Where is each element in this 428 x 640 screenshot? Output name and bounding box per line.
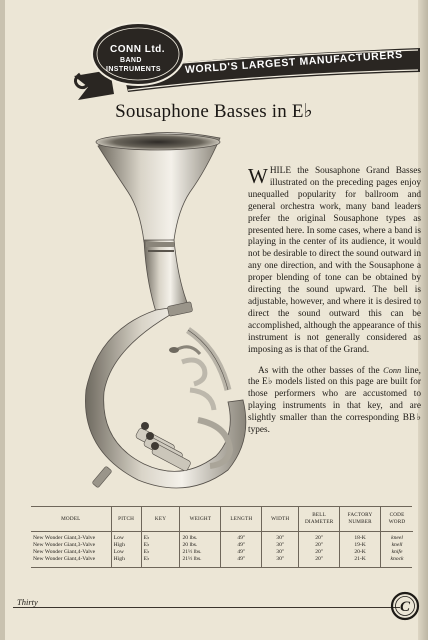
cell-factory-number: 20-K bbox=[340, 549, 381, 556]
sousaphone-illustration bbox=[78, 130, 273, 510]
cell-pitch: High bbox=[111, 556, 141, 567]
page-title: Sousaphone Basses in E♭ bbox=[115, 101, 313, 122]
cell-length: 49" bbox=[221, 532, 262, 543]
paragraph-1-text: HILE the Sousaphone Grand Basses illustrated on the preceding pages enjoy unequalled popularity for ballroom and general orchestra work, many band leaders prefer the original Sousaphone types as presented here. In some cases, where a band is playing in the center of its audience, it would not be desirable to direct the sound outward in any one direction, and with the Sousaphone a proper blending of tone can be obtained by directing the sound upward. The bell is adjustable, however, and where it is desired to direct the sound outward this can be accomplished, although the appearance of this instrument is not generally considered as imposing as is that of the Grand. bbox=[248, 166, 421, 355]
cell-length: 49" bbox=[221, 542, 262, 549]
cell-bell-diameter: 20" bbox=[299, 532, 340, 543]
logo-letter: C bbox=[399, 599, 411, 615]
paragraph-2-rest: line, the E♭ models listed on this page are built for those performers who are accustomed to playing instruments in that key, and are slightly smaller than the corresponding BB♭ types. bbox=[248, 365, 421, 436]
cell-bell-diameter: 20" bbox=[299, 542, 340, 549]
cell-code-word: kneel bbox=[381, 532, 413, 543]
cell-pitch: Low bbox=[111, 532, 141, 543]
cell-bell-diameter: 20" bbox=[299, 556, 340, 567]
col-header-width: WIDTH bbox=[262, 506, 299, 532]
cell-length: 49" bbox=[221, 549, 262, 556]
cell-code-word: knife bbox=[381, 549, 413, 556]
cell-length: 49" bbox=[221, 556, 262, 567]
col-header-factory-number: FACTORY NUMBER bbox=[340, 506, 381, 532]
conn-brand-script: Conn bbox=[383, 365, 402, 375]
cell-code-word: knock bbox=[381, 556, 413, 567]
page-left-edge bbox=[0, 0, 5, 640]
cell-key: E♭ bbox=[141, 556, 180, 567]
paragraph-1 bbox=[248, 166, 421, 357]
table-row bbox=[31, 556, 413, 567]
description-text bbox=[248, 166, 421, 437]
cell-factory-number: 21-K bbox=[340, 556, 381, 567]
table-header-row bbox=[31, 506, 413, 532]
table-row bbox=[31, 549, 413, 556]
banner-tagline: WORLD'S LARGEST MANUFACTURERS bbox=[184, 48, 404, 76]
col-header-key: KEY bbox=[141, 506, 180, 532]
col-header-length: LENGTH bbox=[221, 506, 262, 532]
cell-model: New Wonder Giant,4-Valve bbox=[33, 556, 96, 562]
logo-instruments-text: INSTRUMENTS bbox=[106, 66, 161, 73]
drop-cap-letter: W bbox=[248, 164, 268, 188]
cell-width: 30" bbox=[262, 542, 299, 549]
cell-code-word: knell bbox=[381, 542, 413, 549]
header-banner bbox=[62, 14, 422, 106]
cell-factory-number: 18-K bbox=[340, 532, 381, 543]
table-row bbox=[31, 542, 413, 549]
cell-weight: 20 lbs. bbox=[180, 532, 221, 543]
cell-factory-number: 19-K bbox=[340, 542, 381, 549]
cell-model: New Wonder Giant,3-Valve bbox=[33, 535, 96, 541]
paragraph-2-lead: As with the other basses of the bbox=[258, 365, 384, 376]
cell-width: 30" bbox=[262, 549, 299, 556]
cell-weight: 21½ lbs. bbox=[180, 549, 221, 556]
col-header-code-word: CODE WORD bbox=[381, 506, 413, 532]
logo-conn-text: CONN Ltd. bbox=[110, 44, 166, 55]
logo-band-text: BAND bbox=[120, 57, 142, 64]
cell-weight: 21½ lbs. bbox=[180, 556, 221, 567]
col-header-model: MODEL bbox=[31, 506, 111, 532]
cell-key: E♭ bbox=[141, 532, 180, 543]
col-header-pitch: PITCH bbox=[111, 506, 141, 532]
cell-bell-diameter: 20" bbox=[299, 549, 340, 556]
conn-c-logo bbox=[390, 591, 420, 621]
table-row bbox=[31, 532, 413, 543]
col-header-bell-diameter: BELL DIAMETER bbox=[299, 506, 340, 532]
cell-width: 30" bbox=[262, 556, 299, 567]
specs-table bbox=[31, 506, 413, 567]
cell-key: E♭ bbox=[141, 549, 180, 556]
cell-key: E♭ bbox=[141, 542, 180, 549]
cell-pitch: High bbox=[111, 542, 141, 549]
cell-pitch: Low bbox=[111, 549, 141, 556]
col-header-weight: WEIGHT bbox=[180, 506, 221, 532]
cell-weight: 20 lbs. bbox=[180, 542, 221, 549]
paragraph-2 bbox=[248, 365, 421, 437]
cell-model: New Wonder Giant,3-Valve bbox=[33, 542, 96, 548]
page-number-label: Thirty bbox=[17, 597, 38, 607]
cell-model: New Wonder Giant,4-Valve bbox=[33, 549, 96, 555]
footer-rule bbox=[13, 607, 400, 608]
cell-width: 30" bbox=[262, 532, 299, 543]
